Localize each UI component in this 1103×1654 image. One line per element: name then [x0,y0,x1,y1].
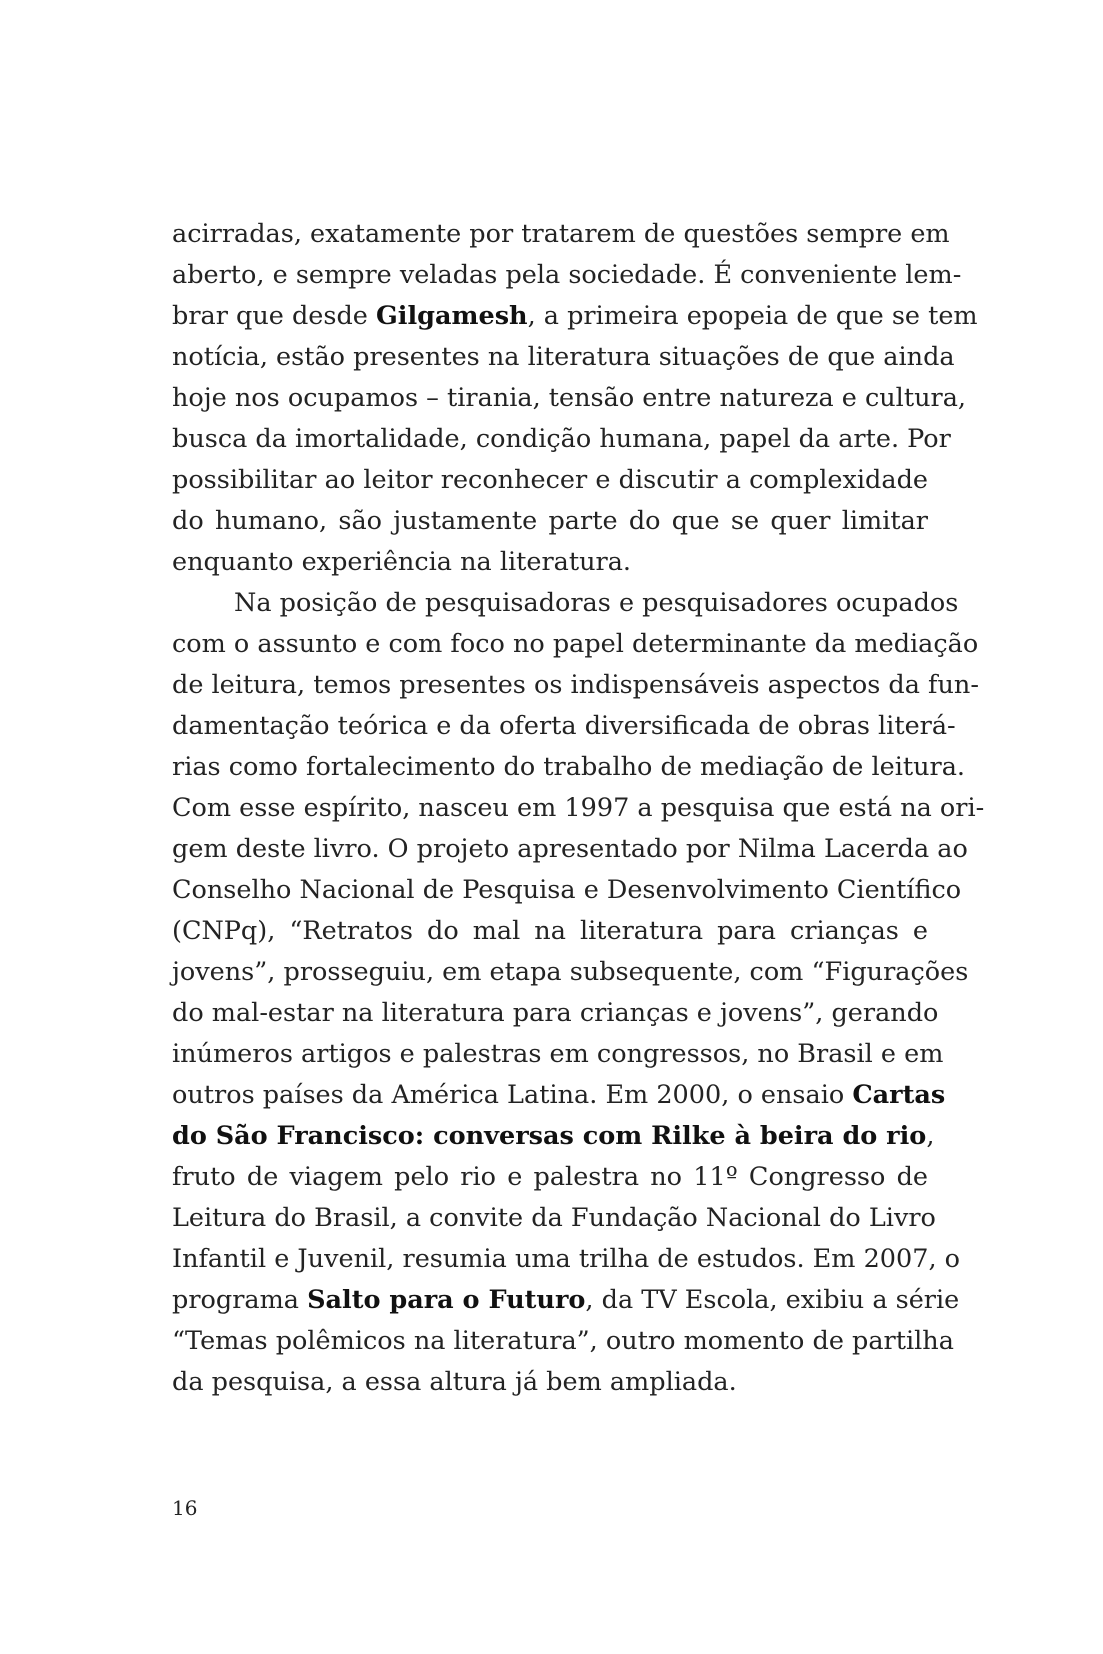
text-line [172,296,978,337]
text-segment: rias como fortalecimento do trabalho de mediação de leitura. [172,752,966,782]
text-line [172,255,962,296]
text-line [172,911,928,952]
text-segment: busca da imortalidade, condição humana, papel da arte. Por [172,424,951,454]
text-line [172,1239,961,1280]
text-segment: brar que desde [172,301,376,331]
bold-title: Salto para o Futuro [307,1285,586,1315]
bold-title: do São Francisco: conversas com Rilke à beira do rio [172,1121,927,1151]
text-segment: Leitura do Brasil, a convite da Fundação Nacional do Livro [172,1203,936,1233]
text-segment: gem deste livro. O projeto apresentado por Nilma Lacerda ao [172,834,968,864]
text-line [172,829,968,870]
text-segment: (CNPq), “Retratos do mal na literatura para crianças e [172,916,928,946]
text-segment: Com esse espírito, nasceu em 1997 a pesquisa que está na ori- [172,793,985,823]
text-segment: notícia, estão presentes na literatura situações de que ainda [172,342,955,372]
text-segment: , da TV Escola, exibiu a série [585,1285,960,1315]
text-line [172,1034,944,1075]
text-segment: aberto, e sempre veladas pela sociedade. É conveniente lem- [172,260,962,290]
text-line [172,501,928,542]
text-line [172,419,951,460]
text-line [172,214,950,255]
text-segment: fruto de viagem pelo rio e palestra no 11º Congresso de [172,1162,928,1192]
text-line [172,747,966,788]
text-segment: “Temas polêmicos na literatura”, outro momento de partilha [172,1326,954,1356]
text-segment: do mal-estar na literatura para crianças e jovens”, gerando [172,998,939,1028]
bold-title: Cartas [852,1080,946,1110]
text-line [172,1116,935,1157]
text-segment: Infantil e Juvenil, resumia uma trilha de estudos. Em 2007, o [172,1244,961,1274]
text-segment: , [926,1121,935,1151]
text-segment: possibilitar ao leitor reconhecer e discutir a complexidade [172,465,928,495]
text-line [172,337,955,378]
text-line [172,378,966,419]
text-segment: outros países da América Latina. Em 2000, o ensaio [172,1080,853,1110]
text-segment: do humano, são justamente parte do que se quer limitar [172,506,928,536]
text-line [172,788,985,829]
text-segment: , a primeira epopeia de que se tem [527,301,978,331]
text-segment: programa [172,1285,308,1315]
text-line [172,1075,946,1116]
page-number: 16 [172,1496,198,1520]
body-text [172,214,985,1403]
text-segment: Conselho Nacional de Pesquisa e Desenvolvimento Científico [172,875,962,905]
text-line [172,706,956,747]
text-segment: Na posição de pesquisadoras e pesquisadores ocupados [234,588,959,618]
text-line [172,542,928,583]
text-line [172,993,939,1034]
text-segment: damentação teórica e da oferta diversificada de obras literá- [172,711,956,741]
text-line [172,460,928,501]
text-segment: com o assunto e com foco no papel determinante da mediação [172,629,979,659]
text-segment: hoje nos ocupamos – tirania, tensão entre natureza e cultura, [172,383,966,413]
text-segment: acirradas, exatamente por tratarem de questões sempre em [172,219,950,249]
text-line [172,870,962,911]
text-segment: da pesquisa, a essa altura já bem ampliada. [172,1367,737,1397]
text-line [172,1362,928,1403]
text-line [172,1198,936,1239]
text-line [172,624,979,665]
text-line [172,665,979,706]
text-line [172,1157,928,1198]
text-segment: jovens”, prosseguiu, em etapa subsequente, com “Figurações [172,957,969,987]
text-line [172,583,959,624]
text-line [172,1321,954,1362]
text-segment: enquanto experiência na literatura. [172,547,632,577]
bold-title: Gilgamesh [375,301,528,331]
text-segment: inúmeros artigos e palestras em congressos, no Brasil e em [172,1039,944,1069]
text-line [172,952,969,993]
text-line [172,1280,960,1321]
text-segment: de leitura, temos presentes os indispensáveis aspectos da fun- [172,670,979,700]
